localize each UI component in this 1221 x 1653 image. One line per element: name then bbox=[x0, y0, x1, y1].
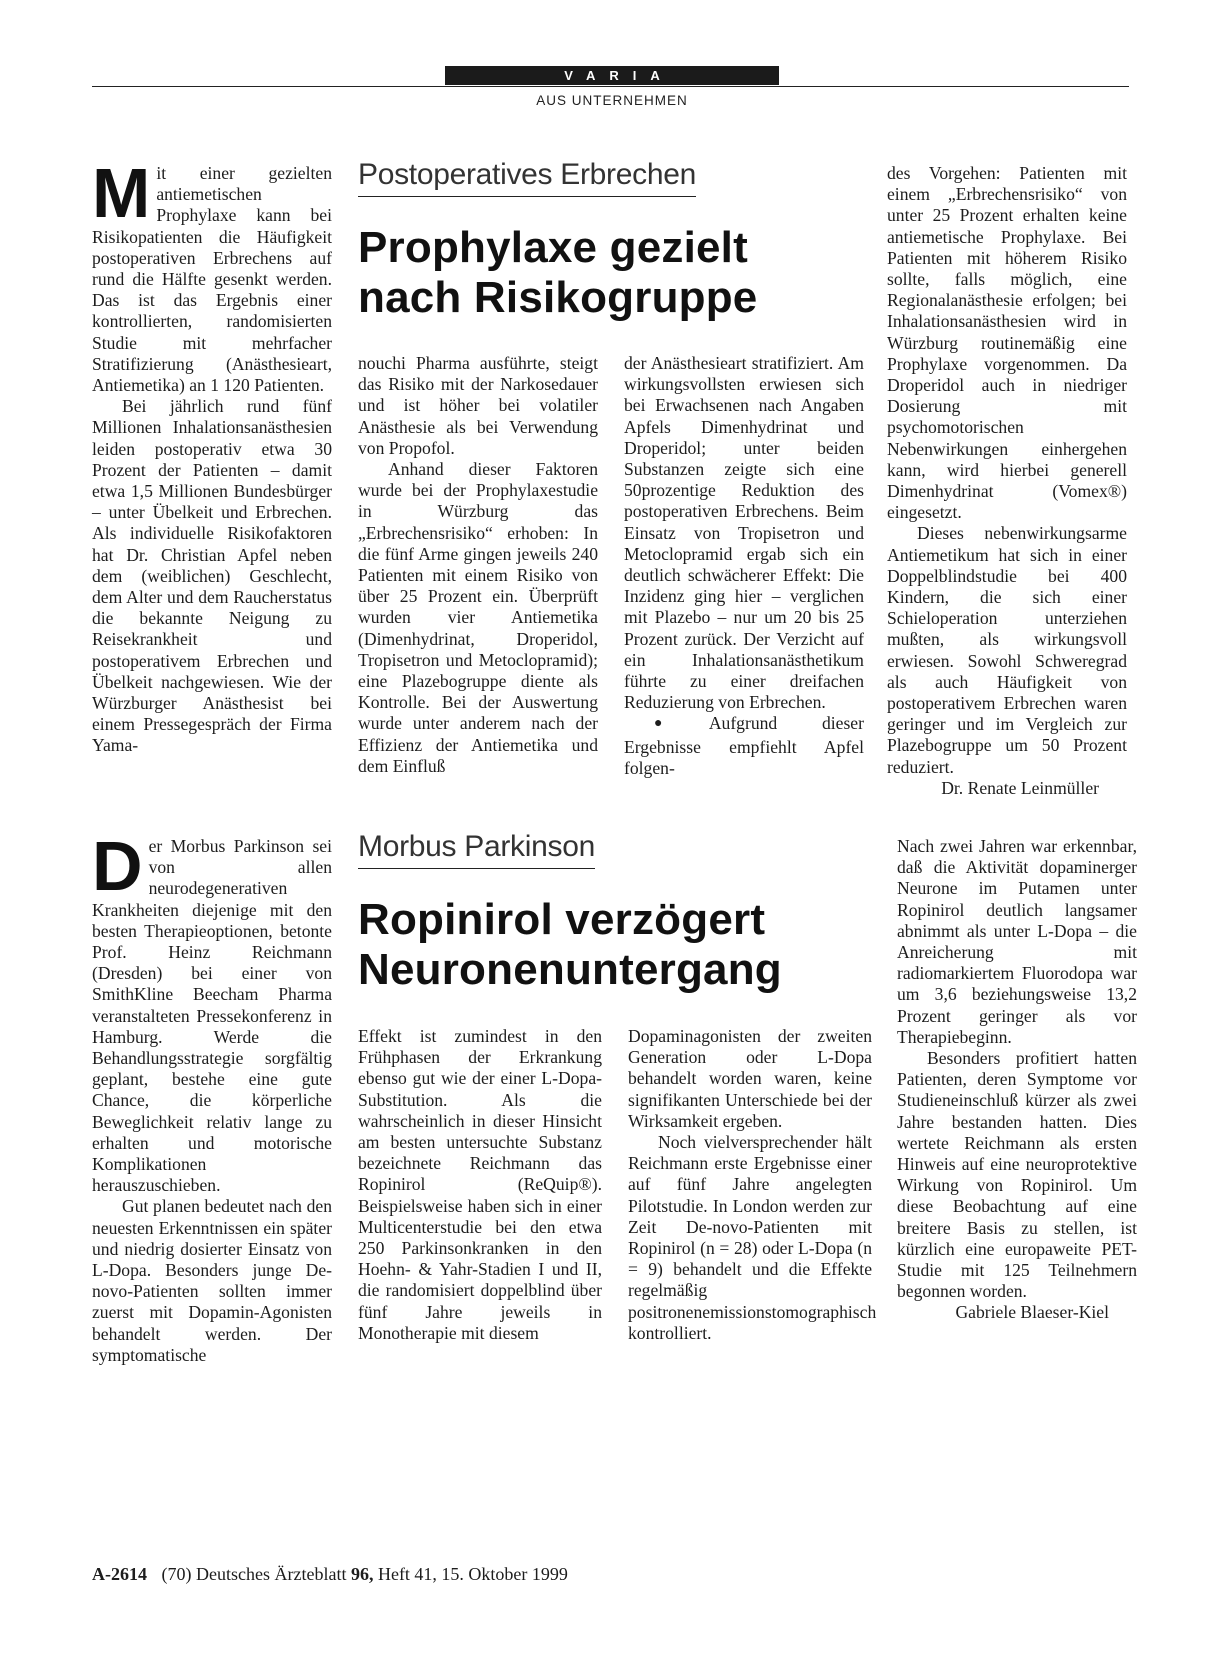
article1-c3-bullet-para bbox=[624, 713, 864, 779]
section-label: VARIA bbox=[445, 66, 779, 85]
article2-c3-p1: Dopaminagonisten der zweiten Generation oder L-Dopa behandelt worden waren, keine signifikanten Unterschiede bei der Wirksamkeit ergeben. bbox=[628, 1026, 872, 1131]
article2-kicker: Morbus Parkinson bbox=[358, 830, 595, 869]
article2-headline-line-2: Neuronenuntergang bbox=[358, 945, 782, 994]
article2-c2-p1: Effekt ist zumindest in den Frühphasen der Erkrankung ebenso gut wie der einer L-Dopa-Substitution. Als die wahrscheinlich in dieser Hinsicht am besten untersuchte Substanz bezeichnete Reichmann das Ropinirol (ReQuip®). Beispielsweise haben sich in einer Multicenterstudie bei den etwa 250 Parkinsonkranken in den Hoehn- & Yahr-Stadien I und II, die randomisiert doppelblind über fünf Jahre jeweils in Monotherapie mit diesem bbox=[358, 1026, 602, 1343]
article1-headline-line-2: nach Risikogruppe bbox=[358, 273, 758, 322]
article2-c1-p2: Gut planen bedeutet nach den neuesten Erkenntnissen ein später und niedrig dosierter Einsatz von L-Dopa. Besonders junge De-novo-Patienten sollten immer zuerst mit Dopamin-Agonisten behandelt werden. Der symptomatische bbox=[92, 1196, 332, 1365]
article2-column-1 bbox=[92, 827, 332, 1366]
article2-headline bbox=[358, 895, 878, 995]
footer-internal-page: (70) bbox=[161, 1564, 192, 1584]
article2-column-2 bbox=[358, 1026, 602, 1344]
article1-c4-p2: Dieses nebenwirkungsarme Antiemetikum hat sich in einer Doppelblindstudie bei 400 Kindern, die sich einer Schieloperation unterziehen mußten, als wirkungsvoll erwiesen. Sowohl Schweregrad als auch Häufigkeit von postoperativem Erbrechen waren geringer und im Vergleich zur Plazebogruppe um 50 Prozent reduziert. bbox=[887, 523, 1127, 777]
article1-headline bbox=[358, 223, 878, 323]
article1-kicker: Postoperatives Erbrechen bbox=[358, 158, 696, 197]
page-footer bbox=[92, 1564, 568, 1585]
article1-c2-p2: Anhand dieser Faktoren wurde bei der Prophylaxestudie in Würzburg das „Erbrechensrisiko“ erhoben: In die fünf Arme gingen jeweils 240 Patienten mit einem Risiko von über 25 Prozent ein. Überprüft wurden vier Antiemetika (Dimenhydrinat, Droperidol, Tropisetron und Metoclopramid); eine Plazebogruppe diente als Kontrolle. Bei der Auswertung wurde unter anderem nach der Effizienz der Antiemetika und dem Einfluß bbox=[358, 459, 598, 776]
article1-c1-p2: Bei jährlich rund fünf Millionen Inhalationsanästhesien leiden postoperativ etwa 30 Prozent der Patienten – damit etwa 1,5 Millionen Bundesbürger – unter Übelkeit und Erbrechen. Als individuelle Risikofaktoren hat Dr. Christian Apfel neben dem (weiblichen) Geschlecht, dem Alter und dem Raucherstatus die bekannte Neigung zu Reisekrankheit und postoperativem Erbrechen und Übelkeit nachgewiesen. Wie der Würzburger Anästhesist bei einem Pressegespräch der Firma Yama- bbox=[92, 396, 332, 756]
article1-dropcap: M bbox=[92, 154, 151, 232]
article2-author: Gabriele Blaeser-Kiel bbox=[955, 1302, 1109, 1323]
article2-column-4 bbox=[897, 836, 1137, 1324]
article1-column-1 bbox=[92, 154, 332, 757]
article1-column-3 bbox=[624, 353, 864, 779]
article1-heading bbox=[358, 158, 878, 323]
article1-c1-p1: it einer gezielten antiemetischen Prophylaxe kann bei Risikopatienten die Häufigkeit postoperativen Erbrechens auf rund die Hälfte gesenkt werden. Das ist das Ergebnis einer kontrollierten, randomisierten Studie mit mehrfacher Stratifizierung (Anästhesieart, Antiemetika) an 1 120 Patienten. bbox=[92, 163, 332, 396]
article2-c4-p2: Besonders profitiert hatten Patienten, deren Symptome vor Studieneinschluß kürzer als zwei Jahre bestanden hatten. Dies wertete Reichmann als ersten Hinweis auf eine neuroprotektive Wirkung von Ropinirol. Um diese Beobachtung auf eine breitere Basis zu stellen, ist kürzlich eine europaweite PET-Studie mit 125 Teilnehmern begonnen worden. bbox=[897, 1048, 1137, 1302]
article1-author: Dr. Renate Leinmüller bbox=[941, 777, 1099, 798]
article1-headline-line-1: Prophylaxe gezielt bbox=[358, 223, 748, 272]
article1-c4-p1: des Vorgehen: Patienten mit einem „Erbrechensrisiko“ von unter 25 Prozent erhalten keine antiemetische Prophylaxe. Bei Patienten mit höherem Risiko sollte, falls möglich, eine Regionalanästhesie erfolgen; bei Inhalationsanästhesien wird in Würzburg routinemäßig eine Prophylaxe vorgenommen. Da Droperidol auch in niedriger Dosierung mit psychomotorischen Nebenwirkungen einhergehen kann, wird hierbei generell Dimenhydrinat (Vomex®) eingesetzt. bbox=[887, 163, 1127, 523]
article2-c4-p1: Nach zwei Jahren war erkennbar, daß die Aktivität dopaminerger Neurone im Putamen unter Ropinirol deutlich langsamer abnimmt als unter L-Dopa – die Anreicherung mit radiomarkiertem Fluorodopa war um 3,6 beziehungsweise 13,2 Prozent geringer als vor Therapiebeginn. bbox=[897, 836, 1137, 1047]
article2-dropcap: D bbox=[92, 827, 143, 905]
article2-column-3 bbox=[628, 1026, 877, 1344]
article2-headline-line-1: Ropinirol verzögert bbox=[358, 895, 766, 944]
article1-c2-p1: nouchi Pharma ausführte, steigt das Risiko mit der Narkosedauer und ist höher bei volatiler Anästhesie als bei Verwendung von Propofol. bbox=[358, 353, 598, 458]
subsection-label: AUS UNTERNEHMEN bbox=[536, 93, 688, 108]
article1-column-2 bbox=[358, 353, 598, 777]
footer-page-number: A-2614 bbox=[92, 1564, 147, 1584]
article2-c3-p2: Noch vielversprechender hält Reichmann erste Ergebnisse einer auf fünf Jahre angelegten Pilotstudie. In London werden zur Zeit De-novo-Patienten mit Ropinirol (n = 28) oder L-Dopa (n = 9) behandelt und die Effekte regelmäßig positronenemissionstomographisch kontrolliert. bbox=[628, 1132, 877, 1343]
article2-c1-p1: er Morbus Parkinson sei von allen neurodegenerativen Krankheiten diejenige mit den besten Therapieoptionen, betonte Prof. Heinz Reichmann (Dresden) bei einer von SmithKline Beecham Pharma veranstalteten Pressekonferenz in Hamburg. Werde die Behandlungsstrategie sorgfältig geplant, bestehe eine gute Chance, die körperliche Beweglichkeit relativ lange zu erhalten und motorische Komplikationen herauszuschieben. bbox=[92, 836, 332, 1196]
footer-volume: 96, bbox=[350, 1564, 374, 1584]
footer-issue-date: Heft 41, 15. Oktober 1999 bbox=[377, 1564, 568, 1584]
article2-heading bbox=[358, 830, 878, 995]
article1-column-4 bbox=[887, 163, 1127, 799]
article1-c3-bullet-text: Aufgrund dieser Ergebnisse empfiehlt Apfel folgen- bbox=[624, 713, 864, 778]
footer-journal: Deutsches Ärzteblatt bbox=[196, 1564, 347, 1584]
header-rule bbox=[92, 86, 1129, 87]
article1-c3-p1: der Anästhesieart stratifiziert. Am wirkungsvollsten erwiesen sich bei Erwachsenen nach Angaben Apfels Dimenhydrinat und Droperidol; unter beiden Substanzen zeigte sich eine 50prozentige Reduktion des postoperativen Erbrechens. Beim Einsatz von Tropisetron und Metoclopramid ergab sich ein deutlich schwächerer Effekt: Die Inzidenz ging hier – verglichen mit Plazebo – nur um 20 bis 25 Prozent zurück. Der Verzicht auf ein Inhalationsanästhetikum führte zu einer dreifachen Reduzierung von Erbrechen. bbox=[624, 353, 864, 713]
bullet-icon: ● bbox=[654, 716, 703, 732]
